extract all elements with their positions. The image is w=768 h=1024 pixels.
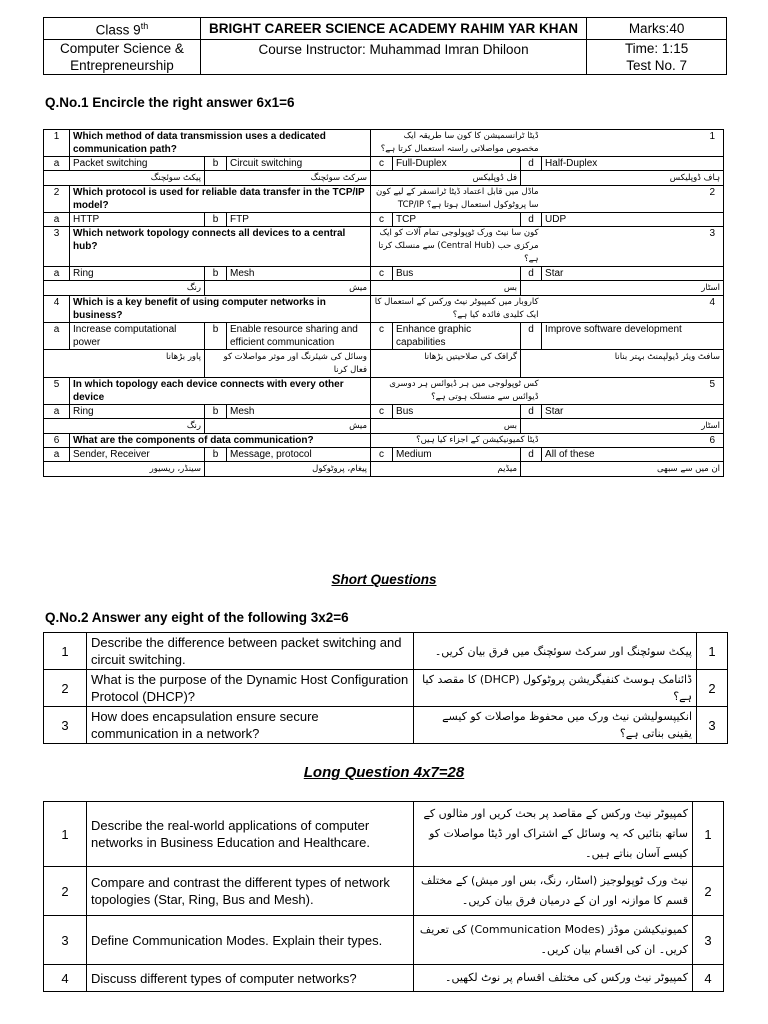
option-urdu: بس — [371, 419, 521, 434]
options-row — [44, 405, 724, 419]
question-number: 1 — [44, 130, 70, 157]
option-english[interactable]: Mesh — [227, 267, 371, 281]
question-number-right: 3 — [542, 227, 724, 267]
question-urdu: نیٹ ورک ٹوپولوجیز (اسٹار، رنگ، بس اور میش) کے مختلف قسم کا موازنہ اور ان کے درمیان فرق بیان کریں۔ — [414, 867, 693, 916]
question-urdu: کون سا نیٹ ورک ٹوپولوجی تمام آلات کو ایک مرکزی حب (Central Hub) سے منسلک کرتا ہے؟ — [371, 227, 542, 267]
table-row — [44, 227, 724, 267]
option-letter: c — [371, 213, 393, 227]
class-sup: th — [140, 21, 149, 31]
option-letter: c — [371, 157, 393, 171]
instructor: Course Instructor: Muhammad Imran Dhiloon — [200, 39, 586, 74]
question-urdu: ڈیٹا کمیونیکیشن کے اجزاء کیا ہیں؟ — [371, 434, 542, 448]
option-letter: d — [521, 213, 542, 227]
option-urdu: رنگ — [44, 281, 205, 296]
option-letter: c — [371, 448, 393, 462]
option-urdu: پیغام، پروٹوکول — [205, 462, 371, 477]
option-letter: d — [521, 267, 542, 281]
table-row — [44, 633, 728, 670]
option-english[interactable]: Star — [542, 267, 724, 281]
question-english: Which protocol is used for reliable data transfer in the TCP/IP model? — [70, 186, 371, 213]
question-number: 4 — [44, 296, 70, 323]
option-letter: d — [521, 157, 542, 171]
table-row — [44, 965, 724, 992]
options-urdu-row — [44, 462, 724, 477]
question-english: Describe the real-world applications of computer networks in Business Education and Healthcare. — [87, 802, 414, 867]
option-urdu: سافٹ ویئر ڈیولپمنٹ بہتر بنانا — [521, 350, 724, 378]
option-urdu: پاور بڑھانا — [44, 350, 205, 378]
option-urdu: سرکٹ سوئچنگ — [205, 171, 371, 186]
subject: Computer Science & Entrepreneurship — [44, 39, 201, 74]
class-cell — [44, 18, 201, 40]
academy-name: BRIGHT CAREER SCIENCE ACADEMY RAHIM YAR KHAN — [200, 18, 586, 40]
question-english: Which network topology connects all devices to a central hub? — [70, 227, 371, 267]
section1-heading: Q.No.1 Encircle the right answer 6x1=6 — [45, 95, 295, 110]
option-letter: b — [205, 448, 227, 462]
question-number-right: 5 — [542, 378, 724, 405]
question-number: 3 — [44, 916, 87, 965]
option-english[interactable]: Enhance graphic capabilities — [393, 323, 521, 350]
question-urdu: کمیونیکیشن موڈز (Communication Modes) کی تعریف کریں۔ ان کی اقسام بیان کریں۔ — [414, 916, 693, 965]
options-urdu-row — [44, 350, 724, 378]
option-urdu: فل ڈوپلیکس — [371, 171, 521, 186]
question-english: Which method of data transmission uses a dedicated communication path? — [70, 130, 371, 157]
class-label: Class 9 — [95, 22, 141, 38]
question-urdu: کمپیوٹر نیٹ ورکس کی مختلف اقسام پر نوٹ لکھیں۔ — [414, 965, 693, 992]
option-urdu: اسٹار — [521, 419, 724, 434]
table-row — [44, 802, 724, 867]
table-row — [44, 434, 724, 448]
option-english[interactable]: UDP — [542, 213, 724, 227]
option-english[interactable]: TCP — [393, 213, 521, 227]
options-row — [44, 157, 724, 171]
question-number-right: 4 — [693, 965, 724, 992]
question-number-right: 1 — [693, 802, 724, 867]
option-urdu: رنگ — [44, 419, 205, 434]
option-letter: a — [44, 323, 70, 350]
question-urdu: پیکٹ سوئچنگ اور سرکٹ سوئچنگ میں فرق بیان کریں۔ — [414, 633, 697, 670]
question-number: 1 — [44, 802, 87, 867]
long-questions-table — [43, 801, 724, 992]
option-letter: a — [44, 405, 70, 419]
option-urdu: میش — [205, 281, 371, 296]
question-number-right: 2 — [693, 867, 724, 916]
option-letter: d — [521, 323, 542, 350]
question-urdu: ڈیٹا ٹرانسمیشن کا کون سا طریقہ ایک مخصوص مواصلاتی راستہ استعمال کرتا ہے؟ — [371, 130, 542, 157]
question-english: How does encapsulation ensure secure communication in a network? — [87, 707, 414, 744]
option-urdu: پیکٹ سوئچنگ — [44, 171, 205, 186]
option-english[interactable]: Bus — [393, 267, 521, 281]
option-english[interactable]: Packet switching — [70, 157, 205, 171]
options-row — [44, 448, 724, 462]
question-number-right: 2 — [697, 670, 728, 707]
option-urdu: میڈیم — [371, 462, 521, 477]
option-urdu: ہاف ڈوپلیکس — [521, 171, 724, 186]
time: Time: 1:15 — [587, 39, 727, 57]
table-row — [44, 186, 724, 213]
table-row — [44, 707, 728, 744]
question-number-right: 2 — [542, 186, 724, 213]
table-row — [44, 296, 724, 323]
header-table — [43, 17, 727, 75]
question-number: 6 — [44, 434, 70, 448]
option-letter: a — [44, 267, 70, 281]
option-english[interactable]: Enable resource sharing and efficient communication — [227, 323, 371, 350]
question-english: In which topology each device connects with every other device — [70, 378, 371, 405]
options-row — [44, 213, 724, 227]
question-number-right: 1 — [542, 130, 724, 157]
question-number-right: 1 — [697, 633, 728, 670]
option-english[interactable]: All of these — [542, 448, 724, 462]
question-number: 1 — [44, 633, 87, 670]
option-english[interactable]: Mesh — [227, 405, 371, 419]
option-english[interactable]: Medium — [393, 448, 521, 462]
option-english[interactable]: HTTP — [70, 213, 205, 227]
options-urdu-row — [44, 419, 724, 434]
question-number: 4 — [44, 965, 87, 992]
option-urdu: سینڈر، ریسیور — [44, 462, 205, 477]
option-letter: b — [205, 323, 227, 350]
table-row — [44, 378, 724, 405]
marks: Marks:40 — [587, 18, 727, 40]
question-number-right: 4 — [542, 296, 724, 323]
option-english[interactable]: Improve software development — [542, 323, 724, 350]
option-urdu: ان میں سے سبھی — [521, 462, 724, 477]
option-letter: c — [371, 267, 393, 281]
option-english[interactable]: Bus — [393, 405, 521, 419]
options-row — [44, 323, 724, 350]
option-letter: a — [44, 448, 70, 462]
option-letter: d — [521, 405, 542, 419]
question-number-right: 3 — [697, 707, 728, 744]
option-letter: d — [521, 448, 542, 462]
option-urdu: بس — [371, 281, 521, 296]
section2-heading: Q.No.2 Answer any eight of the following 3x2=6 — [45, 610, 349, 625]
option-english[interactable]: Ring — [70, 405, 205, 419]
short-questions-table — [43, 632, 728, 744]
option-urdu: گرافک کی صلاحیتیں بڑھانا — [371, 350, 521, 378]
option-english[interactable]: Half-Duplex — [542, 157, 724, 171]
question-urdu: کاروبار میں کمپیوٹر نیٹ ورکس کے استعمال کا ایک کلیدی فائدہ کیا ہے؟ — [371, 296, 542, 323]
option-letter: a — [44, 213, 70, 227]
question-english: Which is a key benefit of using computer networks in business? — [70, 296, 371, 323]
option-english[interactable]: Message, protocol — [227, 448, 371, 462]
option-letter: b — [205, 405, 227, 419]
question-english: What is the purpose of the Dynamic Host Configuration Protocol (DHCP)? — [87, 670, 414, 707]
question-number-right: 3 — [693, 916, 724, 965]
options-urdu-row — [44, 171, 724, 186]
question-urdu: ماڈل میں قابل اعتماد ڈیٹا ٹرانسفر کے لیے کون سا پروٹوکول استعمال ہوتا ہے؟ TCP/IP — [371, 186, 542, 213]
question-urdu: کمپیوٹر نیٹ ورکس کے مقاصد پر بحث کریں اور مثالوں کے ساتھ بتائیں کہ یہ وسائل کے اشتراک اور ڈیٹا مواصلات کو کیسے آسان بناتے ہیں۔ — [414, 802, 693, 867]
options-row — [44, 267, 724, 281]
option-urdu: اسٹار — [521, 281, 724, 296]
options-urdu-row — [44, 281, 724, 296]
option-letter: a — [44, 157, 70, 171]
mcq-table — [43, 129, 724, 477]
table-row — [44, 916, 724, 965]
option-english[interactable]: Ring — [70, 267, 205, 281]
long-question-title: Long Question 4x7=28 — [303, 764, 465, 781]
option-urdu: میش — [205, 419, 371, 434]
option-letter: b — [205, 157, 227, 171]
option-letter: c — [371, 405, 393, 419]
question-number: 3 — [44, 227, 70, 267]
question-urdu: ڈائنامک ہوسٹ کنفیگریشن پروٹوکول (DHCP) کا مقصد کیا ہے؟ — [414, 670, 697, 707]
option-letter: c — [371, 323, 393, 350]
question-urdu: کس ٹوپولوجی میں ہر ڈیوائس ہر دوسری ڈیوائس سے منسلک ہوتی ہے؟ — [371, 378, 542, 405]
question-number: 2 — [44, 867, 87, 916]
short-questions-title: Short Questions — [331, 572, 437, 587]
question-english: What are the components of data communication? — [70, 434, 371, 448]
option-english[interactable]: Full-Duplex — [393, 157, 521, 171]
table-row — [44, 670, 728, 707]
question-english: Describe the difference between packet switching and circuit switching. — [87, 633, 414, 670]
question-number: 2 — [44, 186, 70, 213]
question-english: Discuss different types of computer networks? — [87, 965, 414, 992]
question-number: 3 — [44, 707, 87, 744]
question-english: Define Communication Modes. Explain their types. — [87, 916, 414, 965]
question-number: 2 — [44, 670, 87, 707]
option-english[interactable]: Circuit switching — [227, 157, 371, 171]
test-number: Test No. 7 — [587, 57, 727, 75]
table-row — [44, 867, 724, 916]
question-urdu: انکیپسولیشن نیٹ ورک میں محفوظ مواصلات کو کیسے یقینی بناتی ہے؟ — [414, 707, 697, 744]
option-english[interactable]: Star — [542, 405, 724, 419]
table-row — [44, 130, 724, 157]
question-number-right: 6 — [542, 434, 724, 448]
option-letter: b — [205, 267, 227, 281]
option-english[interactable]: Sender, Receiver — [70, 448, 205, 462]
option-english[interactable]: FTP — [227, 213, 371, 227]
option-urdu: وسائل کی شیئرنگ اور موثر مواصلات کو فعال کرنا — [205, 350, 371, 378]
option-letter: b — [205, 213, 227, 227]
option-english[interactable]: Increase computational power — [70, 323, 205, 350]
question-english: Compare and contrast the different types of network topologies (Star, Ring, Bus and Mesh). — [87, 867, 414, 916]
question-number: 5 — [44, 378, 70, 405]
